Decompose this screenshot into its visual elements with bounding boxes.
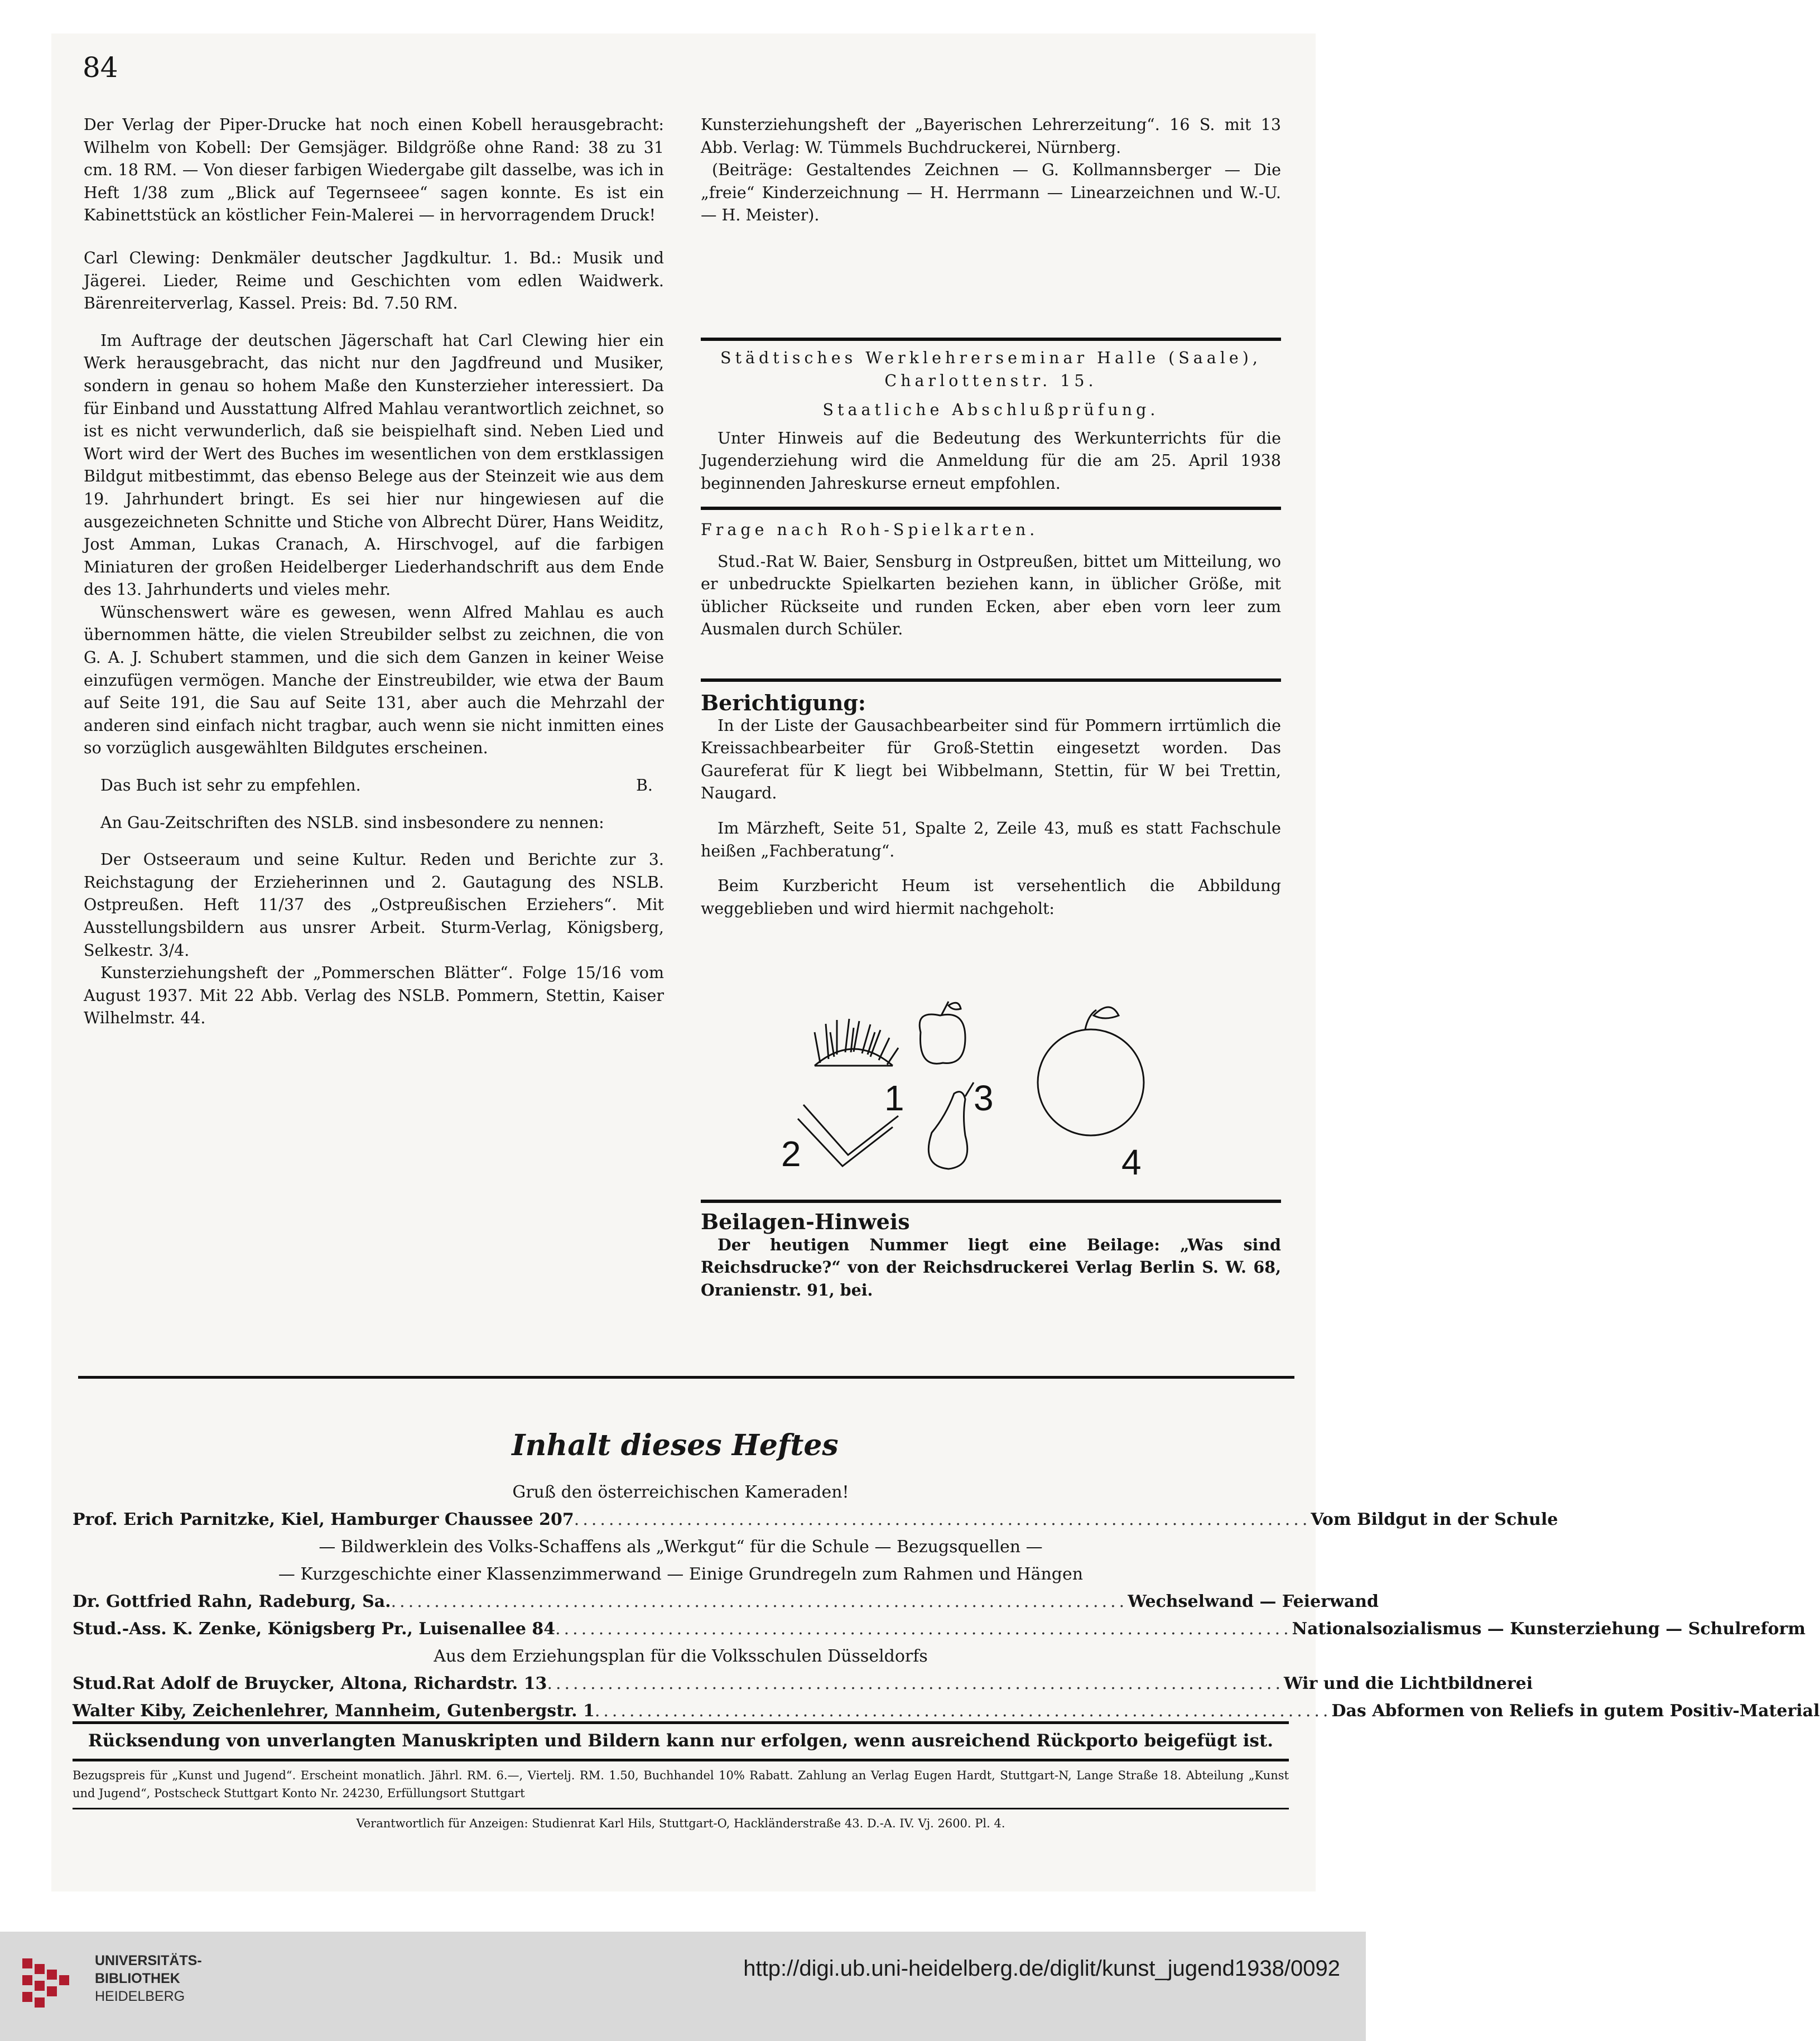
responsible-line: Verantwortlich für Anzeigen: Studienrat Karl Hils, Stuttgart-O, Hackländerstraße 43. D.-A. IV. Vj. 2600. Pl. 4. <box>356 1817 1005 1830</box>
figure-label-2: 2 <box>781 1134 801 1174</box>
seminar-title: Städtisches Werklehrerseminar Halle (Saale), Charlottenstr. 15. <box>720 349 1262 390</box>
contents-author: Walter Kiby, Zeichenlehrer, Mannheim, Gutenbergstr. 1 <box>73 1701 595 1721</box>
footer-rule <box>73 1808 1289 1809</box>
berichtigung-para-1: In der Liste der Gausachbearbeiter sind für Pommern irrtümlich die Kreissachbearbeiter für Groß-Stettin eingesetzt worden. Das Gaureferat für K liegt bei Wibbelmann, Stettin, für W bei Trettin, Naugard. <box>701 716 1281 803</box>
bayerische-heft-entry: Kunsterziehungsheft der „Bayerischen Lehrerzeitung“. 16 S. mit 13 Abb. Verlag: W. Tümmels Buchdruckerei, Nürnberg. <box>701 115 1281 157</box>
contents-title: Inhalt dieses Heftes <box>512 1428 839 1462</box>
seminar-subtitle: Staatliche Abschlußprüfung. <box>822 401 1159 420</box>
return-note: Rücksendung von unverlangten Manuskripten und Bildern kann nur erfolgen, wenn ausreichend Rückporto beigefügt ist. <box>88 1731 1274 1751</box>
contents-article-title: Wechselwand — Feierwand <box>1128 1592 1379 1611</box>
page-number: 84 <box>83 51 118 84</box>
contents-entry: Aus dem Erziehungsplan für die Volksschulen Düsseldorfs <box>434 1647 928 1666</box>
contents-author: Prof. Erich Parnitzke, Kiel, Hamburger Chaussee 207 <box>73 1510 574 1529</box>
table-of-contents <box>73 1479 1820 1725</box>
bayerische-contributions: (Beiträge: Gestaltendes Zeichnen — G. Kollmannsberger — Die „freie“ Kinderzeichnung — H. Herrmann — Linearzeichnen und W.-U. — H. Meister). <box>701 161 1281 225</box>
reviewer-initial: B. <box>635 776 653 795</box>
digitization-footer <box>0 1932 1366 2041</box>
university-library-logo <box>17 1953 84 2014</box>
seminar-text: Unter Hinweis auf die Bedeutung des Werkunterrichts für die Jugenderziehung wird die Anmeldung für die am 25. April 1938 beginnenden Jahreskurse erneut empfohlen. <box>701 429 1281 493</box>
contents-article-title: Vom Bildgut in der Schule <box>1311 1510 1558 1529</box>
gau-journals-intro: An Gau-Zeitschriften des NSLB. sind insbesondere zu nennen: <box>100 813 604 832</box>
contents-entry <box>73 1670 1533 1697</box>
contents-author: Dr. Gottfried Rahn, Radeburg, Sa. <box>73 1592 391 1611</box>
contents-article-title: Nationalsozialismus — Kunsterziehung — Schulreform <box>1292 1619 1806 1639</box>
library-name-line-1: UNIVERSITÄTS- <box>95 1953 202 1968</box>
seminar-section <box>701 347 1281 495</box>
left-column <box>84 114 664 1030</box>
ostseeraum-entry: Der Ostseeraum und seine Kultur. Reden und Berichte zur 3. Reichstagung der Erzieherinnen und 2. Gautagung des NSLB. Ostpreußen. Heft 11/37 des „Ostpreußischen Erziehers“. Mit Ausstellungsbildern aus unsrer Arbeit. Sturm-Verlag, Königsberg, Selkestr. 3/4. <box>84 850 664 960</box>
library-name <box>95 1952 202 2005</box>
subscription-info: Bezugspreis für „Kunst und Jugend“. Erscheint monatlich. Jährl. RM. 6.—, Viertelj. RM. 1.50, Buchhandel 10% Rabatt. Zahlung an Verlag Eugen Hardt, Stuttgart-N, Lange Straße 18. Abteilung „Kunst und Jugend“, Postscheck Stuttgart Konto Nr. 24230, Erfüllungsort Stuttgart <box>73 1769 1289 1800</box>
contents-entry <box>73 1588 1379 1615</box>
contents-article-title: Das Abformen von Reliefs in gutem Positiv-Material <box>1331 1701 1820 1721</box>
drawing-4-apple <box>1038 1007 1144 1135</box>
berichtigung-para-3: Beim Kurzbericht Heum ist versehentlich die Abbildung weggeblieben und wird hiermit nachgeholt: <box>701 877 1281 918</box>
contents-entry <box>73 1615 1806 1643</box>
source-url[interactable]: http://digi.ub.uni-heidelberg.de/diglit/kunst_jugend1938/0092 <box>743 1956 1340 1981</box>
contents-leader: ..................................................................................... <box>574 1510 1311 1529</box>
library-name-line-3: HEIDELBERG <box>95 1989 185 2004</box>
piper-druck-notice: Der Verlag der Piper-Drucke hat noch einen Kobell herausgebracht: Wilhelm von Kobell: Der Gemsjäger. Bildgröße ohne Rand: 38 zu 31 cm. 18 RM. — Von dieser farbigen Wiedergabe gilt dasselbe, was ich in Heft 1/38 zum „Blick auf Tegernseee“ sagen konnte. Es ist ein Kabinettstück an köstlicher Fein-Malerei — in hervorragendem Druck! <box>84 115 664 225</box>
beilagen-title: Beilagen-Hinweis <box>701 1209 910 1234</box>
contents-leader: ..................................................................................... <box>547 1674 1284 1693</box>
contents-leader: ..................................................................................... <box>391 1592 1128 1611</box>
figure-label-4: 4 <box>1121 1142 1142 1182</box>
contents-entry: — Kurzgeschichte einer Klassenzimmerwand — Einige Grundregeln zum Rahmen und Hängen <box>278 1565 1084 1584</box>
contents-entry <box>73 1506 1558 1533</box>
contents-greeting: Gruß den österreichischen Kameraden! <box>512 1482 849 1502</box>
child-drawings-figure <box>781 999 1183 1188</box>
section-rule <box>701 1200 1281 1203</box>
footer-rule <box>73 1721 1289 1724</box>
contents-author: Stud.-Ass. K. Zenke, Königsberg Pr., Luisenallee 84 <box>73 1619 556 1639</box>
contents-leader: ..................................................................................... <box>594 1701 1332 1721</box>
berichtigung-title: Berichtigung: <box>701 690 866 715</box>
figure-label-1: 1 <box>884 1078 904 1118</box>
clewing-book-heading: Carl Clewing: Denkmäler deutscher Jagdkultur. 1. Bd.: Musik und Jägerei. Lieder, Reime und Geschichten vom edlen Waidwerk. Bärenreiterverlag, Kassel. Preis: Bd. 7.50 RM. <box>84 248 664 313</box>
clewing-review-para-2: Wünschenswert wäre es gewesen, wenn Alfred Mahlau es auch übernommen hätte, die vielen Streubilder selbst zu zeichnen, die von G. A. J. Schubert stammen, und die sich dem Ganzen in keiner Weise einzufügen vermögen. Manche der Einstreubilder, wie etwa der Baum auf Seite 191, die Sau auf Seite 131, aber auch die Mehrzahl der anderen sind einfach nicht tragbar, auch wenn sie nicht inmitten eines so vorzüglich ausgewählten Bildgutes erscheinen. <box>84 603 664 758</box>
figure-label-3: 3 <box>974 1078 994 1118</box>
frage-title: Frage nach Roh-Spielkarten. <box>701 521 1039 539</box>
berichtigung-section <box>701 692 1281 920</box>
contents-entry <box>73 1697 1820 1725</box>
frage-section <box>701 519 1281 641</box>
contents-rule <box>78 1376 1294 1379</box>
footer-rule <box>73 1759 1289 1761</box>
drawing-2-wave <box>798 1105 898 1166</box>
pommersche-blaetter-entry: Kunsterziehungsheft der „Pommerschen Blätter“. Folge 15/16 vom August 1937. Mit 22 Abb. Verlag des NSLB. Pommern, Stettin, Kaiser Wilhelmstr. 44. <box>84 964 664 1028</box>
drawing-1-brush <box>815 1019 898 1066</box>
drawing-3-pear <box>928 1082 974 1169</box>
drawing-3-apple <box>919 1002 965 1063</box>
section-rule <box>701 507 1281 510</box>
frage-text: Stud.-Rat W. Baier, Sensburg in Ostpreußen, bittet um Mitteilung, wo er unbedruckte Spielkarten beziehen kann, in üblicher Größe, mit üblicher Rückseite und runden Ecken, aber eben vorn leer zum Ausmalen durch Schüler. <box>701 552 1281 639</box>
beilagen-text: Der heutigen Nummer liegt eine Beilage: „Was sind Reichsdrucke?“ von der Reichsdruckerei Verlag Berlin S. W. 68, Oranienstr. 91, bei. <box>701 1235 1281 1299</box>
section-rule <box>701 338 1281 341</box>
clewing-review-para-1: Im Auftrage der deutschen Jägerschaft hat Carl Clewing hier ein Werk herausgebracht, das nicht nur den Jagdfreund und Musiker, sondern in genau so hohem Maße den Kunsterzieher interessiert. Da für Einband und Ausstattung Alfred Mahlau verantwortlich zeichnet, so ist es nicht verwunderlich, daß sie beispielhaft sind. Neben Lied und Wort wird der Wert des Buches im wesentlichen von dem erstklassigen Bildgut mitbestimmt, das ebenso Belege aus der Steinzeit wie aus dem 19. Jahrhundert bringt. Es sei hier nur hingewiesen auf die ausgezeichneten Schnitte und Stiche von Albrecht Dürer, Hans Weiditz, Jost Amman, Lukas Cranach, A. Hirschvogel, auf die farbigen Miniaturen der großen Heidelberger Liederhandschrift aus dem Ende des 13. Jahrhunderts und vieles mehr. <box>84 331 664 599</box>
section-rule <box>701 678 1281 682</box>
right-column <box>701 114 1281 247</box>
contents-leader: ..................................................................................... <box>555 1619 1292 1639</box>
beilagen-section <box>701 1211 1281 1301</box>
contents-article-title: Wir und die Lichtbildnerei <box>1284 1674 1533 1693</box>
berichtigung-para-2: Im Märzheft, Seite 51, Spalte 2, Zeile 43, muß es statt Fachschule heißen „Fachberatung“. <box>701 819 1281 860</box>
contents-entry: — Bildwerklein des Volks-Schaffens als „Werkgut“ für die Schule — Bezugsquellen — <box>319 1537 1043 1557</box>
contents-author: Stud.Rat Adolf de Bruycker, Altona, Richardstr. 13 <box>73 1674 547 1693</box>
library-name-line-2: BIBLIOTHEK <box>95 1971 180 1986</box>
recommendation-line: Das Buch ist sehr zu empfehlen. <box>100 776 361 795</box>
